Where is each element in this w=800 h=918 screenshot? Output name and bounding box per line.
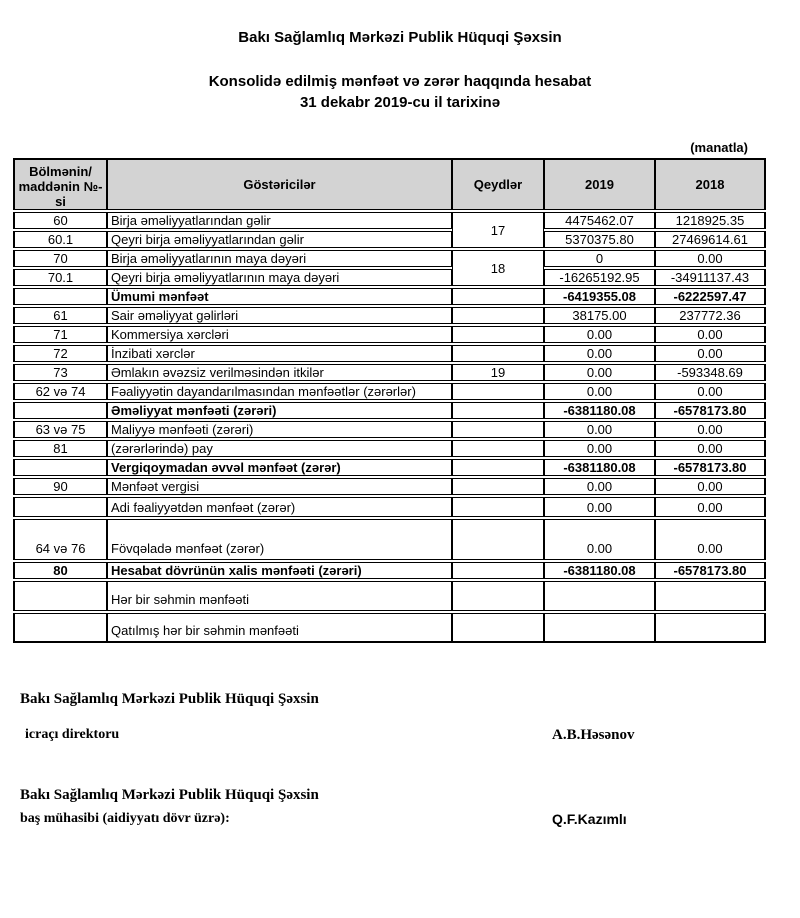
report-title-line2: 31 dekabr 2019-cu il tarixinə: [299, 94, 501, 111]
signature-name-director: A.B.Həsənov: [552, 727, 635, 743]
cell-note: [452, 562, 544, 579]
cell-value-2018: 0.00: [655, 440, 766, 457]
cell-indicator-label: Fəaliyyətin dayandarılmasından mənfəətlər (zərərlər): [107, 383, 452, 400]
column-header-section-no: [13, 158, 107, 210]
table-zone: [13, 140, 766, 645]
cell-note: [452, 440, 544, 457]
cell-value-2019: 0.00: [544, 345, 655, 362]
cell-indicator-label: Kommersiya xərcləri: [107, 326, 452, 343]
cell-value-2019: 5370375.80: [544, 231, 655, 248]
table-row: [13, 288, 766, 305]
cell-value-2019: 0.00: [544, 383, 655, 400]
cell-value-2018: 0.00: [655, 421, 766, 438]
cell-indicator-label: Birja əməliyyatlarından gəlir: [107, 212, 452, 229]
cell-section-no: 61: [13, 307, 107, 324]
cell-note: [452, 613, 544, 643]
signature-name-accountant: Q.F.Kazımlı: [552, 811, 627, 827]
table-row: [13, 459, 766, 476]
cell-section-no: 71: [13, 326, 107, 343]
cell-value-2019: -6419355.08: [544, 288, 655, 305]
cell-value-2018: -6578173.80: [655, 562, 766, 579]
cell-value-2018: -6222597.47: [655, 288, 766, 305]
cell-value-2019: -6381180.08: [544, 459, 655, 476]
cell-note: [452, 497, 544, 517]
cell-value-2019: -6381180.08: [544, 402, 655, 419]
cell-indicator-label: Hər bir səhmin mənfəəti: [107, 581, 452, 611]
cell-value-2019: 0.00: [544, 440, 655, 457]
cell-value-2019: 38175.00: [544, 307, 655, 324]
cell-value-2019: -16265192.95: [544, 269, 655, 286]
cell-value-2019: 4475462.07: [544, 212, 655, 229]
cell-value-2018: [655, 613, 766, 643]
cell-indicator-label: Ümumi mənfəət: [107, 288, 452, 305]
cell-section-no: 64 və 76: [13, 519, 107, 560]
cell-indicator-label: Qeyri birja əməliyyatlarından gəlir: [107, 231, 452, 248]
cell-indicator-label: Birja əməliyyatlarının maya dəyəri: [107, 250, 452, 267]
page-title-organization: Bakı Sağlamlıq Mərkəzi Publik Hüquqi Şəxsin: [238, 29, 562, 46]
cell-value-2018: 0.00: [655, 497, 766, 517]
cell-value-2019: 0.00: [544, 478, 655, 495]
table-row: [13, 497, 766, 517]
cell-indicator-label: Əməliyyat mənfəəti (zərəri): [107, 402, 452, 419]
table-header-row: [13, 158, 766, 210]
table-row: [13, 345, 766, 362]
cell-note: 17: [452, 212, 544, 248]
signature-role-director: icraçı direktoru: [25, 727, 120, 742]
cell-indicator-label: Vergiqoymadan əvvəl mənfəət (zərər): [107, 459, 452, 476]
table-row: [13, 212, 766, 229]
signature-line-director: [25, 727, 800, 743]
cell-note: 18: [452, 250, 544, 286]
table-row: [13, 562, 766, 579]
financial-table-body: [13, 212, 766, 643]
cell-value-2018: 237772.36: [655, 307, 766, 324]
cell-section-no: 72: [13, 345, 107, 362]
document-page: [0, 29, 800, 918]
cell-section-no: [13, 402, 107, 419]
cell-indicator-label: İnzibati xərclər: [107, 345, 452, 362]
cell-value-2018: 0.00: [655, 383, 766, 400]
signature-org-director: Bakı Sağlamlıq Mərkəzi Publik Hüquqi Şəxsin: [20, 691, 319, 707]
column-header-2019: 2019: [544, 158, 655, 210]
cell-section-no: 62 və 74: [13, 383, 107, 400]
cell-section-no: [13, 497, 107, 517]
cell-section-no: 80: [13, 562, 107, 579]
signature-org-accountant: Bakı Sağlamlıq Mərkəzi Publik Hüquqi Şəxsin: [20, 787, 319, 803]
cell-indicator-label: (zərərlərində) pay: [107, 440, 452, 457]
cell-note: [452, 421, 544, 438]
cell-section-no: 60.1: [13, 231, 107, 248]
column-header-section-no-line1: Bölmənin/: [29, 164, 92, 179]
cell-value-2019: 0.00: [544, 364, 655, 381]
cell-value-2018: 27469614.61: [655, 231, 766, 248]
cell-note: [452, 581, 544, 611]
cell-section-no: [13, 581, 107, 611]
cell-indicator-label: Qatılmış hər bir səhmin mənfəəti: [107, 613, 452, 643]
column-header-2018: 2018: [655, 158, 766, 210]
cell-section-no: 81: [13, 440, 107, 457]
column-header-section-no-line2: maddənin №-: [18, 179, 103, 194]
cell-indicator-label: Maliyyə mənfəəti (zərəri): [107, 421, 452, 438]
table-row: [13, 326, 766, 343]
table-row: [13, 307, 766, 324]
cell-value-2019: [544, 613, 655, 643]
table-row: [13, 440, 766, 457]
cell-section-no: 63 və 75: [13, 421, 107, 438]
cell-indicator-label: Mənfəət vergisi: [107, 478, 452, 495]
cell-value-2019: 0.00: [544, 497, 655, 517]
financial-table: [13, 156, 766, 645]
cell-value-2018: [655, 581, 766, 611]
cell-note: [452, 307, 544, 324]
cell-section-no: [13, 459, 107, 476]
table-row: [13, 581, 766, 611]
signature-block-accountant: [0, 787, 800, 827]
report-title: [0, 71, 800, 113]
column-header-section-no-line3: si: [55, 194, 66, 209]
cell-section-no: 70.1: [13, 269, 107, 286]
cell-value-2019: -6381180.08: [544, 562, 655, 579]
cell-value-2018: -593348.69: [655, 364, 766, 381]
cell-value-2018: 0.00: [655, 250, 766, 267]
column-header-indicators: Göstəricilər: [107, 158, 452, 210]
cell-value-2019: 0: [544, 250, 655, 267]
currency-note: (manatla): [690, 140, 748, 155]
cell-value-2018: 0.00: [655, 478, 766, 495]
cell-note: [452, 459, 544, 476]
cell-indicator-label: Əmlakın əvəzsiz verilməsindən itkilər: [107, 364, 452, 381]
cell-indicator-label: Fövqəladə mənfəət (zərər): [107, 519, 452, 560]
signature-block-director: [0, 691, 800, 743]
table-row: [13, 421, 766, 438]
cell-value-2019: 0.00: [544, 421, 655, 438]
cell-indicator-label: Hesabat dövrünün xalis mənfəəti (zərəri): [107, 562, 452, 579]
cell-value-2019: 0.00: [544, 326, 655, 343]
cell-value-2018: -6578173.80: [655, 459, 766, 476]
cell-note: 19: [452, 364, 544, 381]
cell-value-2018: 0.00: [655, 345, 766, 362]
cell-value-2019: 0.00: [544, 519, 655, 560]
report-title-line1: Konsolidə edilmiş mənfəət və zərər haqqında hesabat: [208, 73, 592, 90]
table-row: [13, 519, 766, 560]
table-row: [13, 613, 766, 643]
cell-section-no: 70: [13, 250, 107, 267]
cell-section-no: [13, 288, 107, 305]
cell-value-2018: -34911137.43: [655, 269, 766, 286]
cell-indicator-label: Qeyri birja əməliyyatlarının maya dəyəri: [107, 269, 452, 286]
cell-value-2018: -6578173.80: [655, 402, 766, 419]
cell-note: [452, 288, 544, 305]
cell-note: [452, 519, 544, 560]
table-row: [13, 402, 766, 419]
table-row: [13, 478, 766, 495]
cell-value-2019: [544, 581, 655, 611]
cell-note: [452, 383, 544, 400]
cell-indicator-label: Adi fəaliyyətdən mənfəət (zərər): [107, 497, 452, 517]
signature-role-accountant: baş mühasibi (aidiyyatı dövr üzrə):: [20, 811, 230, 826]
cell-note: [452, 478, 544, 495]
cell-note: [452, 402, 544, 419]
cell-value-2018: 0.00: [655, 326, 766, 343]
table-row: [13, 231, 766, 248]
cell-value-2018: 0.00: [655, 519, 766, 560]
table-row: [13, 364, 766, 381]
cell-indicator-label: Sair əməliyyat gəlirləri: [107, 307, 452, 324]
cell-note: [452, 326, 544, 343]
column-header-notes: Qeydlər: [452, 158, 544, 210]
cell-section-no: 90: [13, 478, 107, 495]
cell-section-no: [13, 613, 107, 643]
signature-line-accountant: [20, 811, 800, 827]
financial-table-head: [13, 158, 766, 210]
table-row: [13, 383, 766, 400]
table-row: [13, 250, 766, 267]
cell-value-2018: 1218925.35: [655, 212, 766, 229]
cell-section-no: 60: [13, 212, 107, 229]
cell-note: [452, 345, 544, 362]
table-row: [13, 269, 766, 286]
cell-section-no: 73: [13, 364, 107, 381]
